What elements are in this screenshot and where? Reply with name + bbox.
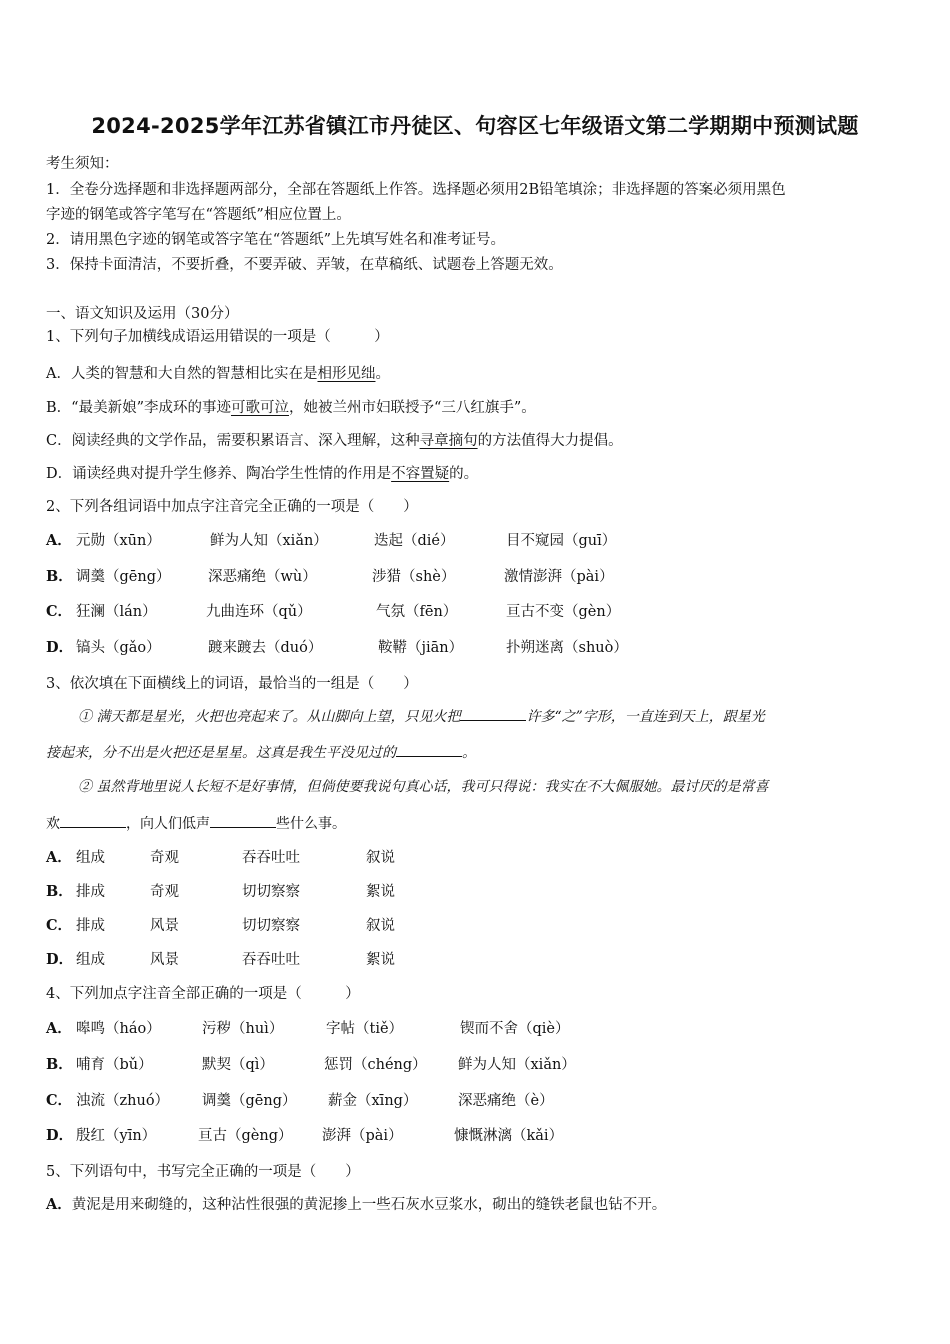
option-cell: 排成 <box>76 918 105 934</box>
option-cell: 吞吞吐吐 <box>242 850 300 866</box>
question-4-stem: 4、下列加点字注音全部正确的一项是（ ） <box>46 986 360 1002</box>
option-cell: 调羹（gēng） <box>202 1093 297 1109</box>
option-text: 的。 <box>449 466 479 482</box>
question-3-stem: 3、依次填在下面横线上的词语，最恰当的一组是（ ） <box>46 676 418 692</box>
question-3-passage-1-line-1 <box>78 706 765 726</box>
underlined-idiom: 相形见绌 <box>317 366 376 382</box>
option-cell: 嗥鸣（háo） <box>76 1021 161 1037</box>
passage-text: 接起来，分不出是火把还是星星。这真是我生平没见过的 <box>46 745 396 761</box>
fill-blank <box>210 815 276 828</box>
option-label: D． <box>46 951 74 968</box>
question-5-stem: 5、下列语句中，书写完全正确的一项是（ ） <box>46 1164 360 1180</box>
option-text: 黄泥是用来砌缝的，这种沾性很强的黄泥掺上一些石灰水豆浆水，砌出的缝铁老鼠也钻不开。 <box>71 1197 667 1213</box>
option-cell: 亘古（gèng） <box>198 1128 293 1144</box>
question-3-passage-2-line-1: ② 虽然背地里说人长短不是好事情，但倘使要我说句真心话，我可只得说：我实在不大佩服她。最讨厌的是常喜 <box>78 779 769 795</box>
option-label: A． <box>46 1020 72 1037</box>
section-heading: 一、语文知识及运用（30分） <box>46 306 239 322</box>
option-cell: 激情澎湃（pài） <box>504 569 614 585</box>
option-cell: 元勋（xūn） <box>76 533 161 549</box>
option-cell: 组成 <box>76 850 105 866</box>
passage-text: ① 满天都是星光，火把也亮起来了。从山脚向上望，只见火把 <box>78 709 461 725</box>
option-cell: 吞吞吐吐 <box>242 952 300 968</box>
passage-text: 许多“之”字形，一直连到天上，跟星光 <box>526 709 765 725</box>
passage-text: 。 <box>462 745 476 761</box>
fill-blank <box>396 744 462 757</box>
option-cell: 絮说 <box>366 952 395 968</box>
option-cell: 扑朔迷离（shuò） <box>506 640 628 656</box>
option-cell: 风景 <box>150 952 179 968</box>
option-cell: 鲜为人知（xiǎn） <box>458 1057 576 1073</box>
option-label: B． <box>46 883 73 900</box>
option-cell: 叙说 <box>366 918 395 934</box>
notice-item-2: 2．请用黑色字迹的钢笔或答字笔在“答题纸”上先填写姓名和准考证号。 <box>46 232 506 248</box>
option-label: C． <box>46 1092 73 1109</box>
option-cell: 风景 <box>150 918 179 934</box>
option-text: 的方法值得大力提倡。 <box>477 433 623 449</box>
option-cell: 调羹（gēng） <box>76 569 171 585</box>
option-cell: 絮说 <box>366 884 395 900</box>
option-cell: 叙说 <box>366 850 395 866</box>
option-text: 。 <box>375 366 390 382</box>
option-cell: 目不窥园（guī） <box>506 533 617 549</box>
question-3-passage-2-line-2 <box>46 813 346 833</box>
option-cell: 镐头（gǎo） <box>76 640 161 656</box>
option-cell: 字帖（tiě） <box>326 1021 404 1037</box>
underlined-idiom: 寻章摘句 <box>419 433 478 449</box>
option-cell: 薪金（xīng） <box>328 1093 418 1109</box>
option-cell: 污秽（huì） <box>202 1021 284 1037</box>
passage-text: 欢 <box>46 816 60 832</box>
option-cell: 切切察察 <box>242 884 300 900</box>
option-cell: 殷红（yīn） <box>76 1128 157 1144</box>
option-cell: 亘古不变（gèn） <box>506 604 621 620</box>
question-1-stem: 1、下列句子加横线成语运用错误的一项是（ ） <box>46 329 389 345</box>
underlined-idiom: 可歌可泣 <box>230 400 289 416</box>
fill-blank <box>60 815 126 828</box>
option-label: B． <box>46 568 73 585</box>
option-cell: 迭起（dié） <box>374 533 455 549</box>
option-cell: 浊流（zhuó） <box>76 1093 170 1109</box>
option-label: D． <box>46 639 74 656</box>
option-label: A． <box>46 532 72 549</box>
option-cell: 默契（qì） <box>202 1057 274 1073</box>
option-label: C． <box>46 603 73 620</box>
option-cell: 九曲连环（qǔ） <box>206 604 312 620</box>
question-1-option-a <box>46 362 390 383</box>
notice-item-1-line-2: 字迹的钢笔或答字笔写在“答题纸”相应位置上。 <box>46 207 351 223</box>
option-label: C． <box>46 917 73 934</box>
option-cell: 澎湃（pài） <box>322 1128 403 1144</box>
option-cell: 锲而不舍（qiè） <box>460 1021 570 1037</box>
option-text: B．“最美新娘”李成环的事迹 <box>46 400 231 416</box>
option-cell: 慷慨淋漓（kǎi） <box>454 1128 564 1144</box>
option-text: A．人类的智慧和大自然的智慧相比实在是 <box>46 366 318 382</box>
option-cell: 组成 <box>76 952 105 968</box>
option-cell: 哺育（bǔ） <box>76 1057 153 1073</box>
fill-blank <box>460 708 526 721</box>
option-cell: 踱来踱去（duó） <box>208 640 323 656</box>
underlined-idiom: 不容置疑 <box>391 466 450 482</box>
question-1-option-c <box>46 429 623 450</box>
option-label: D． <box>46 1127 74 1144</box>
notice-heading: 考生须知： <box>46 156 119 172</box>
option-cell: 深恶痛绝（è） <box>458 1093 554 1109</box>
option-text: D．诵读经典对提升学生修养、陶冶学生性情的作用是 <box>46 466 392 482</box>
question-2-stem: 2、下列各组词语中加点字注音完全正确的一项是（ ） <box>46 499 418 515</box>
option-cell: 深恶痛绝（wù） <box>208 569 317 585</box>
option-cell: 切切察察 <box>242 918 300 934</box>
passage-text: ，向人们低声 <box>126 816 210 832</box>
option-cell: 奇观 <box>150 884 179 900</box>
option-label: A． <box>46 849 72 866</box>
option-cell: 鞍鞯（jiān） <box>378 640 464 656</box>
option-cell: 狂澜（lán） <box>76 604 157 620</box>
option-cell: 鲜为人知（xiǎn） <box>210 533 328 549</box>
page-title: 2024-2025学年江苏省镇江市丹徒区、句容区七年级语文第二学期期中预测试题 <box>91 114 859 138</box>
question-1-option-b <box>46 396 536 417</box>
notice-item-3: 3．保持卡面清洁，不要折叠，不要弄破、弄皱，在草稿纸、试题卷上答题无效。 <box>46 257 563 273</box>
question-3-passage-1-line-2 <box>46 742 476 762</box>
option-label: B． <box>46 1056 73 1073</box>
notice-item-1-line-1: 1．全卷分选择题和非选择题两部分，全部在答题纸上作答。选择题必须用2B铅笔填涂；非选择题的答案必须用黑色 <box>46 182 786 198</box>
option-cell: 排成 <box>76 884 105 900</box>
passage-text: 些什么事。 <box>276 816 346 832</box>
option-cell: 气氛（fēn） <box>376 604 458 620</box>
option-text: C．阅读经典的文学作品，需要积累语言、深入理解，这种 <box>46 433 420 449</box>
option-text: ，她被兰州市妇联授予“三八红旗手”。 <box>288 400 536 416</box>
question-1-option-d <box>46 462 478 483</box>
option-label: A． <box>46 1196 72 1213</box>
option-cell: 奇观 <box>150 850 179 866</box>
option-cell: 涉猎（shè） <box>372 569 456 585</box>
option-cell: 惩罚（chéng） <box>324 1057 427 1073</box>
question-5-option-a <box>46 1193 666 1214</box>
